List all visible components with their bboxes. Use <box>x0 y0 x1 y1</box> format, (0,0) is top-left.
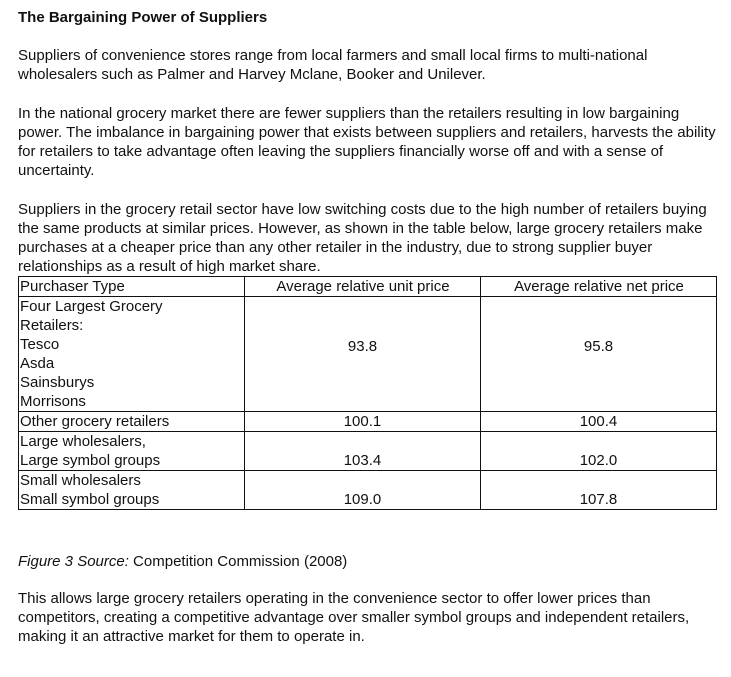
document-page <box>18 8 718 666</box>
figure-caption <box>18 552 718 571</box>
paragraph-suppliers-range: Suppliers of convenience stores range from local farmers and small local firms to multi-national wholesalers such as Palmer and Harvey Mclane, Booker and Unilever. <box>18 47 648 83</box>
net-price-cell: 95.8 <box>481 297 717 412</box>
label-line: Large wholesalers, <box>20 433 146 450</box>
row-label <box>19 432 245 471</box>
row-label <box>19 297 245 412</box>
row-label <box>19 412 245 432</box>
caption-label: Figure 3 Source: <box>18 553 129 570</box>
unit-price-cell: 100.1 <box>245 412 481 432</box>
label-line: Large symbol groups <box>20 452 161 469</box>
paragraph-bargaining-power: In the national grocery market there are fewer suppliers than the retailers resulting in low bargaining power. The imbalance in bargaining power that exists between suppliers and retailers, harvests the ability for retailers to take advantage often leaving the suppliers financially worse off and with a sense of uncertainty. <box>18 105 716 179</box>
header-unit-price: Average relative unit price <box>245 277 481 297</box>
label-line: Small symbol groups <box>20 491 160 508</box>
net-price-cell: 100.4 <box>481 412 717 432</box>
label-line: Tesco <box>20 336 60 353</box>
paragraph-conclusion: This allows large grocery retailers operating in the convenience sector to offer lower prices than competitors, creating a competitive advantage over smaller symbol groups and independent retailers, making it an attractive market for them to operate in. <box>18 590 690 645</box>
table-header-row <box>19 277 717 297</box>
row-label <box>19 471 245 510</box>
label-line: Four Largest Grocery <box>20 298 163 315</box>
table-row <box>19 432 717 471</box>
price-table <box>18 276 717 510</box>
label-line: Asda <box>20 355 55 372</box>
unit-price-cell: 93.8 <box>245 297 481 412</box>
table-row <box>19 412 717 432</box>
label-line: Retailers: <box>20 317 84 334</box>
label-line: Small wholesalers <box>20 472 141 489</box>
net-price-cell: 107.8 <box>481 471 717 510</box>
table-row <box>19 297 717 412</box>
unit-price-cell: 103.4 <box>245 432 481 471</box>
header-purchaser-type: Purchaser Type <box>19 277 245 297</box>
net-price-cell: 102.0 <box>481 432 717 471</box>
label-line: Sainsburys <box>20 374 95 391</box>
label-line: Other grocery retailers <box>20 413 170 430</box>
header-net-price: Average relative net price <box>481 277 717 297</box>
label-line: Morrisons <box>20 393 86 410</box>
table-row <box>19 471 717 510</box>
paragraph-switching-costs: Suppliers in the grocery retail sector have low switching costs due to the high number of retailers buying the same products at similar prices. However, as shown in the table below, large grocery retailers make purchases at a cheaper price than any other retailer in the industry, due to strong supplier buyer relationships as a result of high market share. <box>18 201 707 275</box>
unit-price-cell: 109.0 <box>245 471 481 510</box>
caption-source: Competition Commission (2008) <box>128 553 348 570</box>
section-heading: The Bargaining Power of Suppliers <box>18 9 268 26</box>
